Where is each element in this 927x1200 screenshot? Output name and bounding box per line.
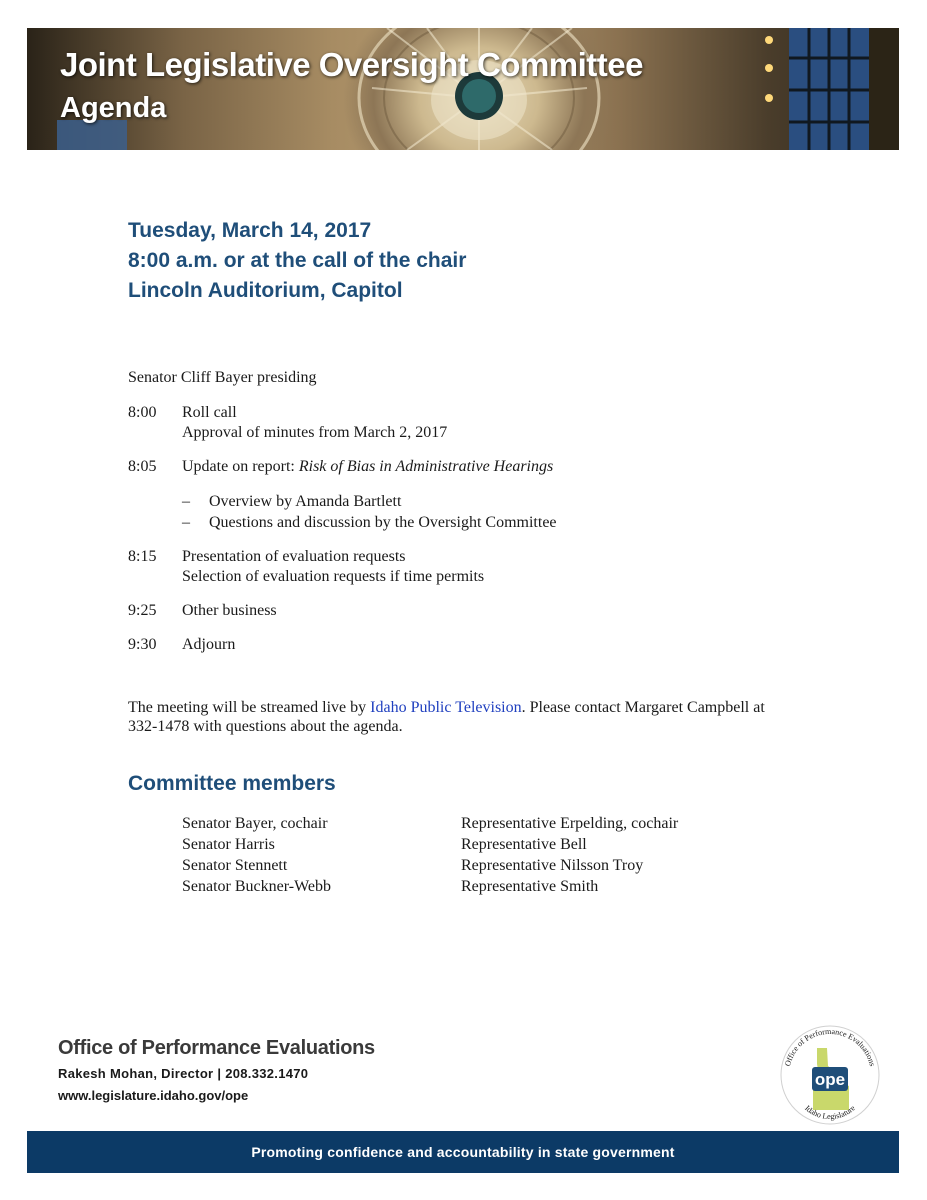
agenda-text: Other business [182,602,277,619]
sub-item-text: Overview by Amanda Bartlett [209,493,402,510]
agenda-text [182,457,553,477]
footer-tagline: Promoting confidence and accountability in state government [251,1144,675,1160]
meeting-location: Lincoln Auditorium, Capitol [128,279,403,302]
list-item: Representative Nilsson Troy [461,857,644,874]
list-item [182,512,768,533]
agenda-item [128,457,768,477]
report-lead: Update on report: [182,458,299,475]
sub-item-text: Questions and discussion by the Oversight Committee [209,514,557,531]
dash-bullet: – [182,493,190,510]
agenda-list [128,403,768,669]
agenda-text: Adjourn [182,636,236,653]
senators-list [182,813,461,897]
notice-text: The meeting will be streamed live by [128,699,371,716]
office-phone: 208.332.1470 [225,1066,309,1081]
dash-bullet: – [182,514,190,531]
agenda-time: 8:15 [128,548,157,565]
list-item: Senator Harris [182,836,275,853]
agenda-time: 8:00 [128,404,157,421]
agenda-item [128,547,768,587]
agenda-time: 9:25 [128,602,157,619]
agenda-sublist [182,491,768,533]
director-name: Rakesh Mohan, Director [58,1066,214,1081]
agenda-title: Joint Legislative Oversight Committee [60,46,643,83]
header-banner [27,28,899,150]
committee-members [182,813,678,897]
meeting-time: 8:00 a.m. or at the call of the chair [128,249,467,272]
agenda-text: Presentation of evaluation requests [182,548,406,565]
representatives-list [461,813,678,897]
agenda-item [128,403,768,443]
meeting-details [128,216,466,306]
agenda-text: Roll call [182,404,237,421]
list-item: Representative Bell [461,836,587,853]
list-item: Senator Buckner-Webb [182,878,332,895]
office-contact [58,1066,375,1081]
meeting-date: Tuesday, March 14, 2017 [128,219,372,242]
agenda-time: 9:30 [128,636,157,653]
seal-ring-bottom: Idaho Legislature [803,1103,857,1122]
agenda-text: Selection of evaluation requests if time permits [182,568,485,585]
office-website-link[interactable]: www.legislature.idaho.gov/ope [58,1088,249,1103]
committee-members-heading: Committee members [128,772,336,795]
list-item: Representative Erpelding, cochair [461,815,679,832]
office-block [58,1037,375,1103]
list-item: Representative Smith [461,878,599,895]
agenda-item [128,635,768,655]
agenda-item [128,601,768,621]
notice-text: . Please contact Margaret Campbell at 332-1478 with questions about the agenda. [128,699,765,735]
seal-abbr: ope [814,1070,846,1089]
presiding-note: Senator Cliff Bayer presiding [128,369,317,386]
idaho-public-television-link[interactable]: Idaho Public Television [370,699,522,716]
list-item: Senator Bayer, cochair [182,815,328,832]
report-title: Risk of Bias in Administrative Hearings [298,458,554,475]
agenda-text: Approval of minutes from March 2, 2017 [182,424,448,441]
streaming-notice [128,698,788,736]
list-item: Senator Stennett [182,857,288,874]
agenda-subtitle: Agenda [60,92,167,124]
list-item [182,491,768,512]
office-name: Office of Performance Evaluations [58,1037,375,1059]
footer-bar [27,1131,899,1173]
ope-seal-logo [779,1024,881,1126]
agenda-time: 8:05 [128,458,157,475]
separator: | [217,1066,222,1081]
seal-ring-top: Office of Performance Evaluations [783,1026,877,1068]
